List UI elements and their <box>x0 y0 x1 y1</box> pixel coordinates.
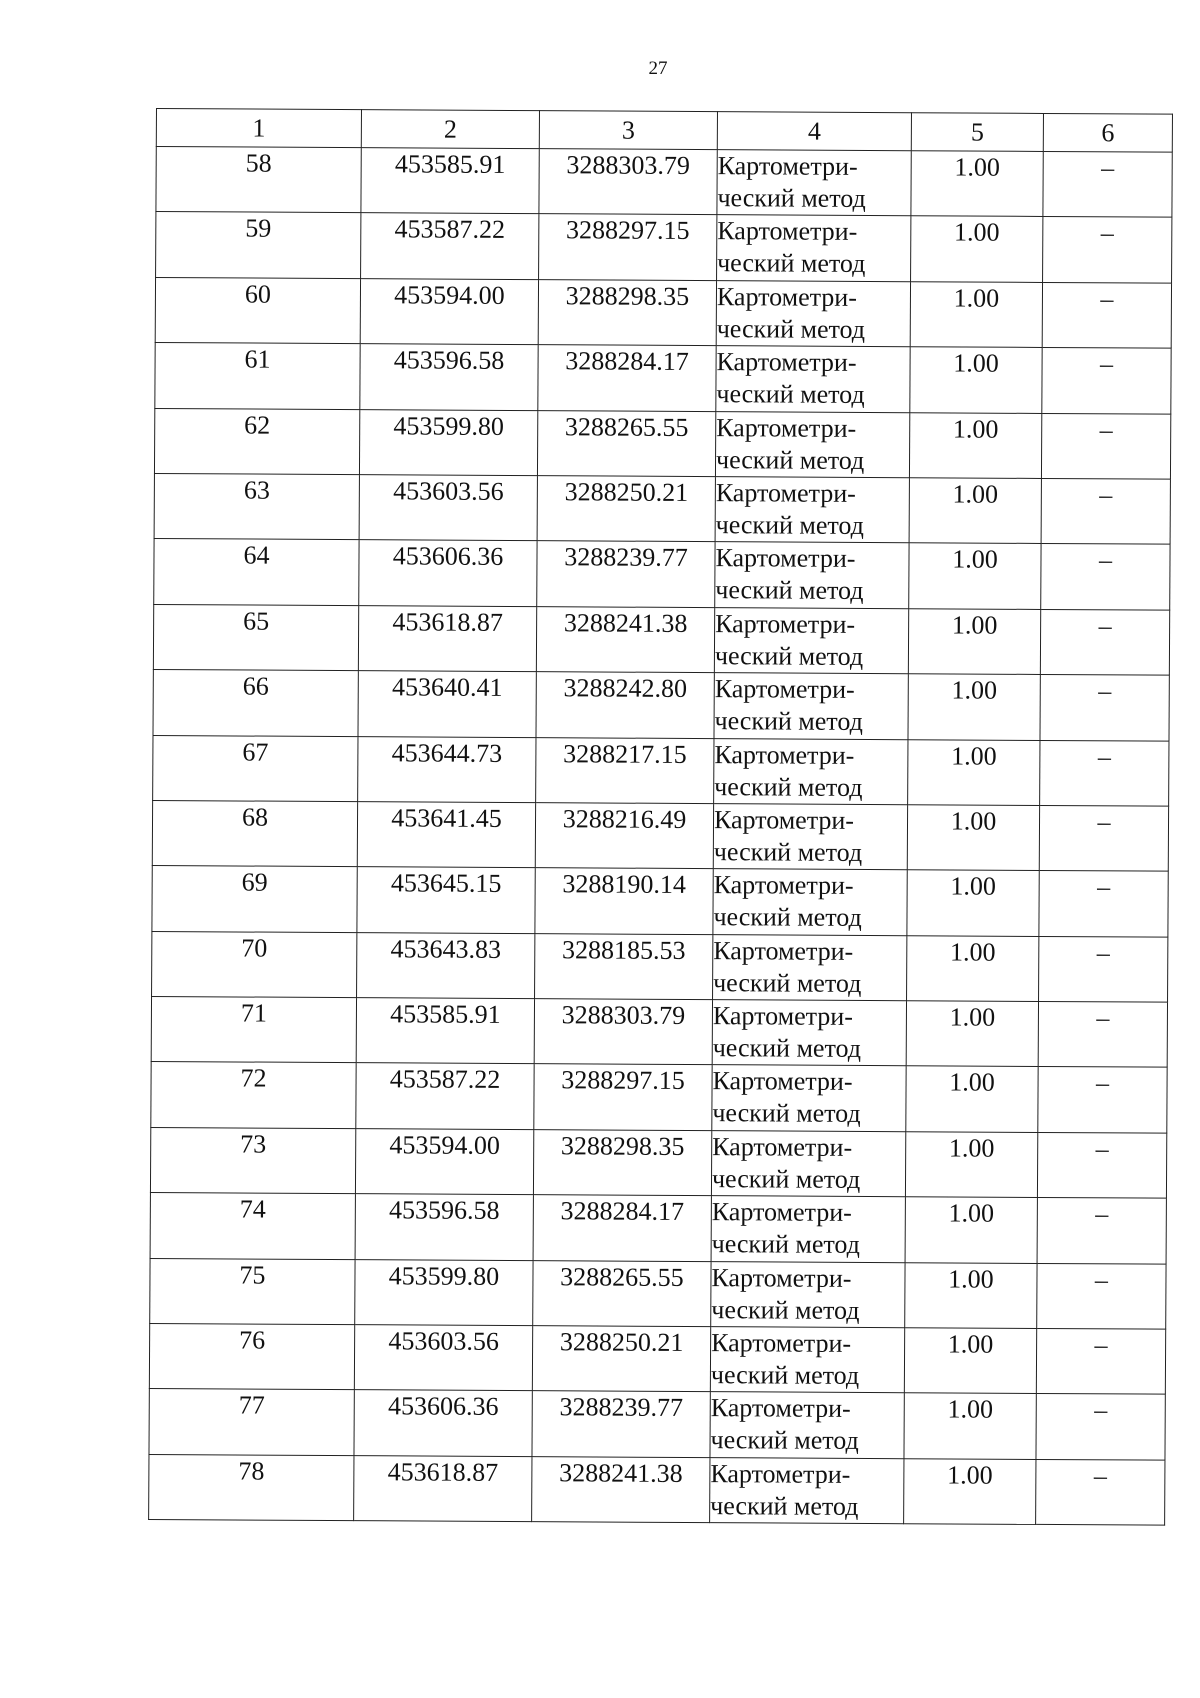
method-line-1: Картометри- <box>713 935 854 966</box>
accuracy-cell: 1.00 <box>908 674 1040 740</box>
point-number-cell: 64 <box>154 539 359 606</box>
method-cell <box>711 1261 905 1327</box>
accuracy-cell: 1.00 <box>904 1459 1036 1525</box>
x-coordinate-cell: 453596.58 <box>360 344 538 410</box>
point-number-cell: 71 <box>151 997 356 1064</box>
x-coordinate-cell: 453644.73 <box>358 736 536 802</box>
x-coordinate-cell: 453606.36 <box>354 1390 532 1456</box>
table-row <box>154 473 1170 544</box>
method-line-2: ческий метод <box>711 1163 861 1194</box>
table-row <box>156 147 1172 218</box>
point-number-cell: 72 <box>151 1062 356 1129</box>
accuracy-cell: 1.00 <box>906 1001 1038 1067</box>
method-cell <box>714 738 908 804</box>
y-coordinate-cell: 3288303.79 <box>539 149 717 215</box>
y-coordinate-cell: 3288239.77 <box>537 541 715 607</box>
method-line-1: Картометри- <box>716 412 857 443</box>
accuracy-cell: 1.00 <box>907 870 1039 936</box>
accuracy-cell: 1.00 <box>906 1066 1038 1132</box>
method-line-2: ческий метод <box>714 771 863 802</box>
point-number-cell: 63 <box>154 473 359 540</box>
x-coordinate-cell: 453641.45 <box>357 802 535 868</box>
accuracy-cell: 1.00 <box>911 151 1043 217</box>
accuracy-cell: 1.00 <box>904 1328 1036 1394</box>
x-coordinate-cell: 453599.80 <box>359 409 537 475</box>
point-number-cell: 77 <box>149 1389 354 1456</box>
table-row <box>149 1324 1165 1395</box>
method-line-1: Картометри- <box>714 739 855 770</box>
method-cell <box>710 1457 904 1523</box>
y-coordinate-cell: 3288242.80 <box>536 672 714 738</box>
method-line-2: ческий метод <box>716 379 865 410</box>
y-coordinate-cell: 3288297.15 <box>534 1064 712 1130</box>
accuracy-cell: 1.00 <box>910 347 1042 413</box>
column-6-cell: – <box>1037 1132 1166 1198</box>
method-cell <box>717 150 911 216</box>
method-line-2: ческий метод <box>714 640 864 671</box>
method-line-2: ческий метод <box>712 1033 862 1064</box>
point-number-cell: 74 <box>150 1193 355 1260</box>
column-6-cell: – <box>1039 871 1168 937</box>
method-line-2: ческий метод <box>710 1425 859 1456</box>
point-number-cell: 76 <box>149 1324 354 1391</box>
method-line-2: ческий метод <box>716 313 866 344</box>
point-number-cell: 68 <box>152 800 357 867</box>
y-coordinate-cell: 3288297.15 <box>539 214 717 280</box>
accuracy-cell: 1.00 <box>909 478 1041 544</box>
accuracy-cell: 1.00 <box>905 1132 1037 1198</box>
table-row <box>154 408 1170 479</box>
header-cell-6: 6 <box>1043 113 1172 152</box>
column-6-cell: – <box>1043 217 1172 283</box>
point-number-cell: 67 <box>153 735 358 802</box>
column-6-cell: – <box>1041 413 1170 479</box>
method-line-2: ческий метод <box>713 837 863 867</box>
coordinates-table <box>148 108 1173 1526</box>
y-coordinate-cell: 3288241.38 <box>532 1456 710 1522</box>
x-coordinate-cell: 453599.80 <box>355 1259 533 1325</box>
accuracy-cell: 1.00 <box>909 543 1041 609</box>
method-line-1: Картометри- <box>715 478 856 508</box>
table-row <box>156 212 1172 283</box>
point-number-cell: 73 <box>150 1127 355 1194</box>
point-number-cell: 61 <box>155 343 360 410</box>
accuracy-cell: 1.00 <box>907 805 1039 871</box>
method-line-2: ческий метод <box>717 248 866 279</box>
table-row <box>149 1389 1165 1460</box>
accuracy-cell: 1.00 <box>904 1393 1036 1459</box>
column-6-cell: – <box>1036 1394 1165 1460</box>
point-number-cell: 78 <box>149 1454 354 1521</box>
accuracy-cell: 1.00 <box>911 216 1043 282</box>
column-6-cell: – <box>1039 805 1168 871</box>
method-line-1: Картометри- <box>714 674 855 705</box>
method-line-2: ческий метод <box>713 967 862 998</box>
table-row <box>152 800 1168 871</box>
column-6-cell: – <box>1041 478 1170 544</box>
point-number-cell: 60 <box>155 277 360 344</box>
y-coordinate-cell: 3288185.53 <box>535 933 713 999</box>
accuracy-cell: 1.00 <box>908 608 1040 674</box>
column-6-cell: – <box>1036 1459 1165 1525</box>
method-line-2: ческий метод <box>714 706 863 737</box>
table-body <box>149 147 1173 1526</box>
method-cell <box>710 1327 904 1393</box>
column-6-cell: – <box>1040 609 1169 675</box>
column-6-cell: – <box>1037 1198 1166 1264</box>
table-header <box>156 109 1172 153</box>
column-6-cell: – <box>1038 1067 1167 1133</box>
method-line-2: ческий метод <box>715 444 865 475</box>
y-coordinate-cell: 3288239.77 <box>532 1391 710 1457</box>
method-line-1: Картометри- <box>711 1197 852 1228</box>
column-6-cell: – <box>1042 348 1171 414</box>
header-cell-5: 5 <box>911 113 1043 152</box>
method-line-1: Картометри- <box>710 1458 851 1489</box>
table-row <box>152 866 1168 937</box>
accuracy-cell: 1.00 <box>907 935 1039 1001</box>
method-cell <box>716 280 910 346</box>
x-coordinate-cell: 453594.00 <box>360 278 538 344</box>
method-line-1: Картометри- <box>716 347 857 378</box>
method-cell <box>714 607 908 673</box>
y-coordinate-cell: 3288250.21 <box>532 1326 710 1392</box>
y-coordinate-cell: 3288217.15 <box>536 737 714 803</box>
x-coordinate-cell: 453585.91 <box>361 148 539 214</box>
point-number-cell: 75 <box>150 1258 355 1325</box>
method-line-2: ческий метод <box>710 1490 859 1521</box>
method-line-1: Картометри- <box>717 216 858 247</box>
point-number-cell: 66 <box>153 670 358 737</box>
table-row <box>149 1454 1165 1525</box>
accuracy-cell: 1.00 <box>909 412 1041 478</box>
x-coordinate-cell: 453643.83 <box>357 932 535 998</box>
y-coordinate-cell: 3288241.38 <box>536 606 714 672</box>
x-coordinate-cell: 453618.87 <box>358 605 536 671</box>
method-cell <box>710 1392 904 1458</box>
x-coordinate-cell: 453603.56 <box>359 475 537 541</box>
method-line-1: Картометри- <box>717 151 858 181</box>
column-6-cell: – <box>1038 1002 1167 1068</box>
accuracy-cell: 1.00 <box>905 1197 1037 1263</box>
x-coordinate-cell: 453587.22 <box>361 213 539 279</box>
x-coordinate-cell: 453587.22 <box>356 1063 534 1129</box>
point-number-cell: 59 <box>156 212 361 279</box>
method-line-1: Картометри- <box>715 608 856 639</box>
x-coordinate-cell: 453603.56 <box>354 1325 532 1391</box>
method-line-2: ческий метод <box>717 183 866 213</box>
column-6-cell: – <box>1039 936 1168 1002</box>
method-cell <box>717 215 911 281</box>
point-number-cell: 70 <box>152 931 357 998</box>
header-cell-4: 4 <box>717 112 911 151</box>
table-row <box>150 1193 1166 1264</box>
y-coordinate-cell: 3288298.35 <box>538 279 716 345</box>
method-cell <box>714 673 908 739</box>
table-row <box>153 604 1169 675</box>
method-line-1: Картометри- <box>713 870 854 901</box>
point-number-cell: 69 <box>152 866 357 933</box>
method-line-1: Картометри- <box>712 1131 853 1162</box>
point-number-cell: 58 <box>156 147 361 214</box>
x-coordinate-cell: 453618.87 <box>354 1455 532 1521</box>
y-coordinate-cell: 3288265.55 <box>537 410 715 476</box>
method-cell <box>713 934 907 1000</box>
column-6-cell: – <box>1037 1263 1166 1329</box>
page-number: 27 <box>648 58 668 79</box>
method-cell <box>715 542 909 608</box>
table-row <box>151 997 1167 1068</box>
method-cell <box>713 869 907 935</box>
column-6-cell: – <box>1040 675 1169 741</box>
column-6-cell: – <box>1036 1328 1165 1394</box>
method-line-2: ческий метод <box>710 1360 860 1390</box>
accuracy-cell: 1.00 <box>908 739 1040 805</box>
column-6-cell: – <box>1042 282 1171 348</box>
table-row <box>151 1062 1167 1133</box>
y-coordinate-cell: 3288284.17 <box>538 345 716 411</box>
y-coordinate-cell: 3288298.35 <box>533 1129 711 1195</box>
method-cell <box>712 1065 906 1131</box>
method-line-1: Картометри- <box>715 543 856 574</box>
y-coordinate-cell: 3288190.14 <box>535 868 713 934</box>
method-cell <box>715 477 909 543</box>
x-coordinate-cell: 453596.58 <box>355 1194 533 1260</box>
method-cell <box>715 411 909 477</box>
x-coordinate-cell: 453645.15 <box>357 867 535 933</box>
y-coordinate-cell: 3288303.79 <box>534 999 712 1065</box>
method-line-2: ческий метод <box>715 510 865 540</box>
method-line-1: Картометри- <box>710 1393 851 1424</box>
table-row <box>155 277 1171 348</box>
method-line-2: ческий метод <box>715 575 864 606</box>
column-6-cell: – <box>1040 740 1169 806</box>
method-line-1: Картометри- <box>713 805 855 835</box>
column-6-cell: – <box>1041 544 1170 610</box>
header-cell-1: 1 <box>156 109 361 148</box>
method-line-1: Картометри- <box>712 1066 853 1097</box>
y-coordinate-cell: 3288216.49 <box>535 803 713 869</box>
column-6-cell: – <box>1043 151 1172 217</box>
method-cell <box>711 1196 905 1262</box>
table-row <box>153 670 1169 741</box>
y-coordinate-cell: 3288250.21 <box>537 476 715 542</box>
x-coordinate-cell: 453640.41 <box>358 671 536 737</box>
table-row <box>152 931 1168 1002</box>
method-line-2: ческий метод <box>713 902 862 933</box>
accuracy-cell: 1.00 <box>910 281 1042 347</box>
method-line-1: Картометри- <box>711 1328 852 1358</box>
method-cell <box>711 1130 905 1196</box>
table-row <box>150 1127 1166 1198</box>
x-coordinate-cell: 453594.00 <box>355 1128 533 1194</box>
method-line-1: Картометри- <box>716 281 858 312</box>
table-row <box>155 343 1171 414</box>
accuracy-cell: 1.00 <box>905 1262 1037 1328</box>
table-row <box>154 539 1170 610</box>
method-line-1: Картометри- <box>712 1001 853 1031</box>
header-cell-2: 2 <box>361 110 539 149</box>
point-number-cell: 62 <box>154 408 359 475</box>
y-coordinate-cell: 3288265.55 <box>533 1260 711 1326</box>
header-row <box>156 109 1172 153</box>
header-cell-3: 3 <box>539 111 717 150</box>
point-number-cell: 65 <box>153 604 358 671</box>
table-row <box>150 1258 1166 1329</box>
method-line-1: Картометри- <box>711 1262 852 1293</box>
method-cell <box>712 1000 906 1066</box>
method-line-2: ческий метод <box>711 1294 860 1325</box>
y-coordinate-cell: 3288284.17 <box>533 1195 711 1261</box>
x-coordinate-cell: 453606.36 <box>359 540 537 606</box>
method-cell <box>713 804 907 870</box>
method-line-2: ческий метод <box>711 1229 861 1260</box>
table-row <box>153 735 1169 806</box>
x-coordinate-cell: 453585.91 <box>356 998 534 1064</box>
method-line-2: ческий метод <box>712 1098 861 1129</box>
method-cell <box>716 346 910 412</box>
